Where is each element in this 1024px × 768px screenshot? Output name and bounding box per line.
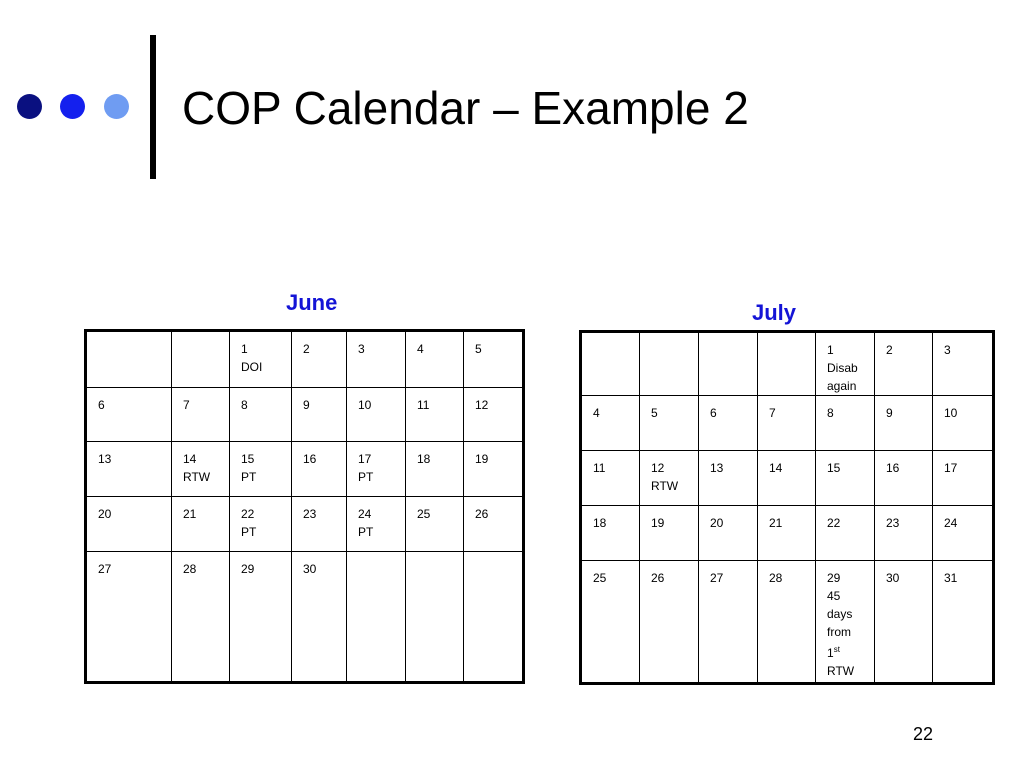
week-row — [86, 552, 524, 683]
day-number: 26 — [475, 507, 489, 521]
day-cell — [230, 552, 292, 683]
empty-day-cell — [86, 331, 172, 388]
day-note: Disab — [827, 361, 858, 375]
day-cell — [464, 497, 524, 552]
day-cell — [581, 561, 640, 684]
day-cell — [172, 552, 230, 683]
day-cell — [640, 561, 699, 684]
day-cell — [464, 331, 524, 388]
day-number: 20 — [710, 516, 724, 530]
day-number: 1 — [241, 342, 248, 356]
page-number: 22 — [913, 724, 934, 744]
day-number: 2 — [303, 342, 310, 356]
day-number: 19 — [651, 516, 665, 530]
empty-day-cell — [406, 552, 464, 683]
day-cell — [292, 331, 347, 388]
day-cell — [406, 331, 464, 388]
day-cell — [581, 506, 640, 561]
day-number: 18 — [417, 452, 431, 466]
day-number: 6 — [98, 398, 105, 412]
empty-day-cell — [699, 332, 758, 396]
day-cell — [640, 396, 699, 451]
day-cell — [406, 388, 464, 442]
week-row — [86, 442, 524, 497]
day-cell — [816, 396, 875, 451]
slide-title: COP Calendar – Example 2 — [182, 82, 749, 134]
day-number: 30 — [303, 562, 317, 576]
day-cell — [816, 561, 875, 684]
day-number: 4 — [417, 342, 424, 356]
day-cell — [699, 561, 758, 684]
day-cell — [875, 561, 933, 684]
day-cell — [933, 506, 994, 561]
title-divider — [150, 35, 156, 179]
day-number: 5 — [651, 406, 658, 420]
day-cell — [86, 388, 172, 442]
week-row — [581, 561, 994, 684]
day-number: 8 — [241, 398, 248, 412]
day-cell — [230, 388, 292, 442]
day-number: 12 — [475, 398, 489, 412]
empty-day-cell — [172, 331, 230, 388]
day-number: 27 — [98, 562, 112, 576]
day-number: 9 — [303, 398, 310, 412]
day-note: DOI — [241, 360, 263, 374]
day-cell — [347, 442, 406, 497]
day-number: 14 — [183, 452, 197, 466]
week-row — [86, 388, 524, 442]
day-cell — [86, 552, 172, 683]
day-cell — [933, 332, 994, 396]
day-cell — [875, 451, 933, 506]
day-cell — [581, 451, 640, 506]
day-note: 1st — [827, 645, 840, 660]
empty-day-cell — [640, 332, 699, 396]
week-row — [581, 506, 994, 561]
day-cell — [292, 552, 347, 683]
empty-day-cell — [464, 552, 524, 683]
day-number: 11 — [417, 398, 430, 412]
day-cell — [933, 451, 994, 506]
day-number: 14 — [769, 461, 783, 475]
day-note: RTW — [827, 664, 855, 678]
day-note: PT — [241, 525, 257, 539]
day-number: 16 — [303, 452, 317, 466]
day-cell — [464, 442, 524, 497]
day-cell — [933, 396, 994, 451]
day-cell — [816, 451, 875, 506]
day-cell — [86, 497, 172, 552]
day-number: 22 — [827, 516, 841, 530]
day-number: 21 — [183, 507, 197, 521]
day-number: 8 — [827, 406, 834, 420]
day-number: 3 — [944, 343, 951, 357]
day-note: PT — [358, 525, 374, 539]
day-number: 28 — [769, 571, 783, 585]
day-number: 18 — [593, 516, 607, 530]
july-calendar — [579, 330, 995, 685]
day-note: from — [827, 625, 851, 639]
day-number: 10 — [358, 398, 372, 412]
day-cell — [699, 506, 758, 561]
day-cell — [816, 506, 875, 561]
day-number: 9 — [886, 406, 893, 420]
day-cell — [347, 497, 406, 552]
day-cell — [875, 396, 933, 451]
day-cell — [875, 506, 933, 561]
day-number: 6 — [710, 406, 717, 420]
day-cell — [347, 331, 406, 388]
day-note: 45 — [827, 589, 841, 603]
day-cell — [758, 561, 816, 684]
day-cell — [230, 331, 292, 388]
day-cell — [172, 388, 230, 442]
day-number: 10 — [944, 406, 958, 420]
day-number: 5 — [475, 342, 482, 356]
day-number: 19 — [475, 452, 489, 466]
empty-day-cell — [347, 552, 406, 683]
day-cell — [292, 388, 347, 442]
day-number: 25 — [417, 507, 431, 521]
bullet-dot-light-icon — [104, 94, 129, 119]
day-number: 2 — [886, 343, 893, 357]
day-number: 1 — [827, 343, 834, 357]
day-number: 17 — [358, 452, 372, 466]
day-number: 3 — [358, 342, 365, 356]
day-number: 23 — [303, 507, 317, 521]
day-number: 26 — [651, 571, 665, 585]
week-row — [581, 332, 994, 396]
day-number: 17 — [944, 461, 958, 475]
day-note: PT — [358, 470, 374, 484]
day-number: 28 — [183, 562, 197, 576]
day-cell — [758, 396, 816, 451]
day-number: 12 — [651, 461, 665, 475]
day-number: 23 — [886, 516, 900, 530]
day-note: days — [827, 607, 853, 621]
day-cell — [406, 497, 464, 552]
day-number: 13 — [98, 452, 112, 466]
day-note: RTW — [651, 479, 679, 493]
day-cell — [875, 332, 933, 396]
day-note: again — [827, 379, 857, 393]
day-cell — [816, 332, 875, 396]
day-cell — [292, 442, 347, 497]
day-cell — [292, 497, 347, 552]
day-cell — [758, 506, 816, 561]
day-number: 29 — [827, 571, 841, 585]
day-number: 11 — [593, 461, 606, 475]
day-number: 15 — [241, 452, 255, 466]
day-cell — [758, 451, 816, 506]
day-cell — [230, 442, 292, 497]
day-cell — [86, 442, 172, 497]
day-number: 13 — [710, 461, 724, 475]
day-number: 25 — [593, 571, 607, 585]
day-number: 30 — [886, 571, 900, 585]
day-number: 22 — [241, 507, 255, 521]
day-number: 7 — [183, 398, 190, 412]
day-cell — [347, 388, 406, 442]
bullet-dot-medium-icon — [60, 94, 85, 119]
day-cell — [933, 561, 994, 684]
week-row — [581, 396, 994, 451]
day-number: 31 — [944, 571, 958, 585]
day-number: 20 — [98, 507, 112, 521]
day-number: 24 — [358, 507, 372, 521]
day-number: 4 — [593, 406, 600, 420]
day-number: 15 — [827, 461, 841, 475]
june-label: June — [286, 290, 338, 315]
day-cell — [464, 388, 524, 442]
bullet-dot-dark-icon — [17, 94, 42, 119]
day-number: 21 — [769, 516, 783, 530]
empty-day-cell — [758, 332, 816, 396]
day-cell — [230, 497, 292, 552]
day-number: 27 — [710, 571, 724, 585]
day-note: PT — [241, 470, 257, 484]
day-cell — [172, 442, 230, 497]
july-label: July — [752, 300, 797, 325]
week-row — [86, 497, 524, 552]
day-number: 7 — [769, 406, 776, 420]
day-cell — [581, 396, 640, 451]
day-cell — [699, 451, 758, 506]
week-row — [86, 331, 524, 388]
june-calendar — [84, 329, 525, 684]
day-number: 29 — [241, 562, 255, 576]
day-cell — [172, 497, 230, 552]
day-cell — [406, 442, 464, 497]
week-row — [581, 451, 994, 506]
day-cell — [640, 451, 699, 506]
day-cell — [640, 506, 699, 561]
day-note: RTW — [183, 470, 211, 484]
day-number: 16 — [886, 461, 900, 475]
day-number: 24 — [944, 516, 958, 530]
day-cell — [699, 396, 758, 451]
empty-day-cell — [581, 332, 640, 396]
